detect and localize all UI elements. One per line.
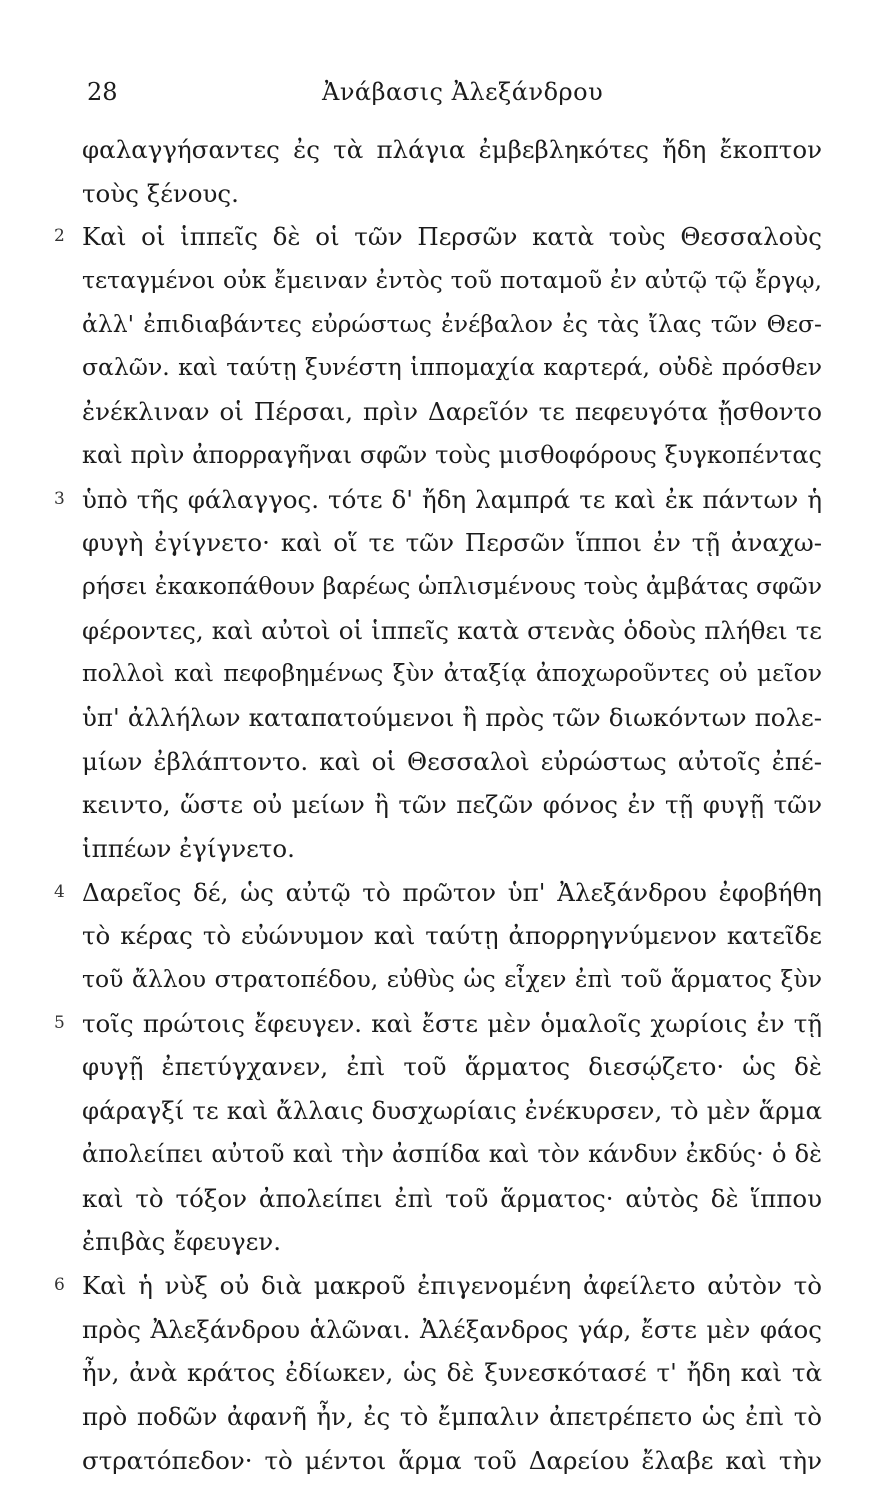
text-line [82,565,822,609]
line-text: φάραγξί τε καὶ ἄλλαις δυσχωρίαις ἐνέκυρσεν, τὸ μὲν ἅρμα [82,1096,822,1126]
text-line [54,871,822,915]
line-text: μίων ἐβλάπτοντο. καὶ οἱ Θεσσαλοὶ εὐρώστως αὐτοῖς ἐπέ- [82,746,822,776]
line-text: πολλοὶ καὶ πεφοβημένως ξὺν ἀταξίᾳ ἀποχωροῦντες οὐ μεῖον [82,659,822,688]
text-line [82,346,822,390]
line-text: τοῦ ἄλλου στρατοπέδου, εὐθὺς ὡς εἶχεν ἐπὶ τοῦ ἅρματος ξὺν [82,965,822,994]
line-text: ἐπιβὰς ἔφευγεν. [82,1227,281,1257]
text-line [82,128,822,172]
text-line [82,521,822,565]
text-line [82,1133,822,1177]
line-text: τοῖς πρώτοις ἔφευγεν. καὶ ἔστε μὲν ὁμαλοῖς χωρίοις ἐν τῇ [82,1008,822,1038]
section-number: 3 [54,488,65,509]
text-line [54,215,822,259]
line-text: καὶ τὸ τόξον ἀπολείπει ἐπὶ τοῦ ἅρματος· αὐτὸς δὲ ἵππου [82,1183,822,1213]
line-text: τοὺς ξένους. [82,178,239,208]
section-number: 5 [54,1012,65,1033]
text-line [82,740,822,784]
text-line [82,1439,822,1483]
text-line [54,478,822,522]
line-text: Δαρεῖος δέ, ὡς αὐτῷ τὸ πρῶτον ὑπ' Ἀλεξάνδρου ἐφοβήθη [82,877,822,907]
text-line [82,696,822,740]
running-head [82,70,822,110]
text-line [82,1351,822,1395]
line-text: πρὸς Ἀλεξάνδρου ἁλῶναι. Ἀλέξανδρος γάρ, ἔστε μὲν φάος [82,1314,822,1344]
text-line [82,1089,822,1133]
page-number: 28 [87,78,118,106]
text-line [82,958,822,1002]
line-text: Καὶ ἡ νὺξ οὐ διὰ μακροῦ ἐπιγενομένη ἀφείλετο αὐτὸν τὸ [82,1270,822,1300]
line-text: καὶ πρὶν ἀπορραγῆναι σφῶν τοὺς μισθοφόρους ξυγκοπέντας [82,440,822,469]
text-line [82,303,822,347]
line-text: Καὶ οἱ ἱππεῖς δὲ οἱ τῶν Περσῶν κατὰ τοὺς Θεσσαλοὺς [82,222,822,252]
line-text: ὑπ' ἀλλήλων καταπατούμενοι ἢ πρὸς τῶν διωκόντων πολε- [82,702,822,732]
line-text: ἐνέκλιναν οἱ Πέρσαι, πρὶν Δαρεῖόν τε πεφευγότα ᾔσθοντο [82,397,822,427]
text-line [82,652,822,696]
text-line [82,1045,822,1089]
line-text: ρήσει ἐκακοπάθουν βαρέως ὡπλισμένους τοὺς ἀμβάτας σφῶν [82,571,822,600]
line-text: φαλαγγήσαντες ἐς τὰ πλάγια ἐμβεβληκότες ἤδη ἔκοπτον [82,135,822,164]
line-text: φυγὴ ἐγίγνετο· καὶ οἵ τε τῶν Περσῶν ἵπποι ἐν τῇ ἀναχω- [82,528,822,558]
text-line [82,259,822,303]
text-line [82,390,822,434]
line-text: σαλῶν. καὶ ταύτῃ ξυνέστη ἱππομαχία καρτερά, οὐδὲ πρόσθεν [82,353,822,382]
running-title: Ἀνάβασις Ἀλεξάνδρου [322,78,604,106]
body-text [54,128,822,1482]
line-text: ἀλλ' ἐπιδιαβάντες εὐρώστως ἐνέβαλον ἐς τὰς ἴλας τῶν Θεσ- [82,309,822,338]
line-text: τεταγμένοι οὐκ ἔμειναν ἐντὸς τοῦ ποταμοῦ ἐν αὐτῷ τῷ ἔργῳ, [82,266,822,295]
text-line [82,1177,822,1221]
line-text: πρὸ ποδῶν ἀφανῆ ἦν, ἐς τὸ ἔμπαλιν ἀπετρέπετο ὡς ἐπὶ τὸ [82,1401,822,1431]
section-number: 4 [54,881,65,902]
line-text: τὸ κέρας τὸ εὐώνυμον καὶ ταύτῃ ἀπορρηγνύμενον κατεῖδε [82,921,822,951]
line-text: ὑπὸ τῆς φάλαγγος. τότε δ' ἤδη λαμπρά τε καὶ ἐκ πάντων ἡ [82,484,822,514]
line-text: ἱππέων ἐγίγνετο. [82,834,295,863]
line-text: στρατόπεδον· τὸ μέντοι ἅρμα τοῦ Δαρείου ἔλαβε καὶ τὴν [82,1445,822,1475]
line-text: κειντο, ὥστε οὐ μείων ἢ τῶν πεζῶν φόνος ἐν τῇ φυγῇ τῶν [82,790,822,820]
text-line [82,1220,822,1264]
text-line [54,1264,822,1308]
section-number: 2 [54,226,65,247]
text-line [82,609,822,653]
line-text: ἀπολείπει αὐτοῦ καὶ τὴν ἀσπίδα καὶ τὸν κάνδυν ἐκδύς· ὁ δὲ [82,1139,822,1168]
text-line [82,783,822,827]
text-line [82,434,822,478]
text-line [82,827,822,871]
text-line [54,1002,822,1046]
line-text: φέροντες, καὶ αὐτοὶ οἱ ἱππεῖς κατὰ στενὰς ὁδοὺς πλήθει τε [82,615,822,645]
section-number: 6 [54,1274,65,1295]
text-line [82,914,822,958]
line-text: ἦν, ἀνὰ κράτος ἐδίωκεν, ὡς δὲ ξυνεσκότασέ τ' ἤδη καὶ τὰ [82,1358,822,1388]
line-text: φυγῇ ἐπετύγχανεν, ἐπὶ τοῦ ἅρματος διεσῴζετο· ὡς δὲ [82,1052,822,1082]
text-line [82,1395,822,1439]
text-line [82,1308,822,1352]
text-line [82,172,822,216]
